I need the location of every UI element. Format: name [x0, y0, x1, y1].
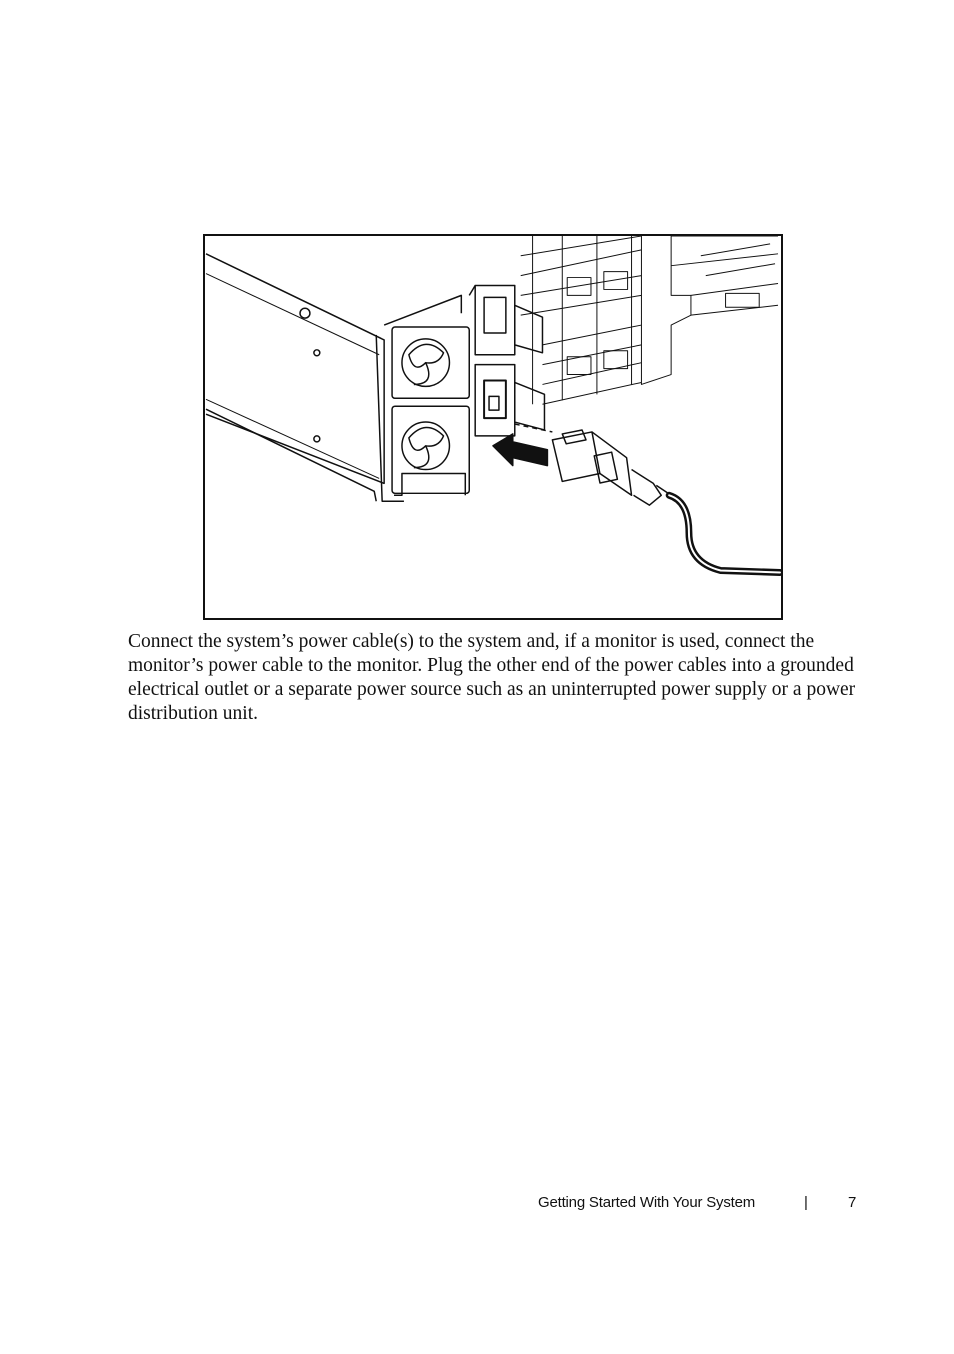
insertion-arrow-icon — [493, 434, 547, 466]
network-port — [604, 272, 628, 290]
chassis-screw — [314, 350, 320, 356]
rear-io-panel — [521, 236, 778, 404]
power-supply-lower — [392, 365, 515, 496]
instruction-text — [128, 630, 868, 726]
chassis-screw — [314, 436, 320, 442]
chassis-side-panel — [206, 254, 384, 484]
instruction-paragraph: Connect the system’s power cable(s) to the system and, if a monitor is used, connect the monitor’s power cable to the monitor. Plug the other end of the power cables into a grounded electrical outlet or a separate power source such as an uninterrupted power supply or a power distribution unit. — [128, 631, 856, 724]
page-footer — [0, 1194, 954, 1216]
network-port — [604, 351, 628, 369]
vga-port — [726, 293, 760, 307]
page-number: 7 — [848, 1194, 857, 1211]
footer-section-title: Getting Started With Your System — [538, 1194, 756, 1211]
chassis-screw — [300, 308, 310, 318]
server-power-cable-illustration — [205, 236, 781, 618]
power-cable — [669, 495, 780, 572]
footer-separator: | — [804, 1194, 808, 1211]
power-cable-plug — [552, 430, 671, 505]
psu-release-tab — [515, 382, 545, 430]
illustration-frame — [203, 234, 783, 620]
network-port — [567, 278, 591, 296]
